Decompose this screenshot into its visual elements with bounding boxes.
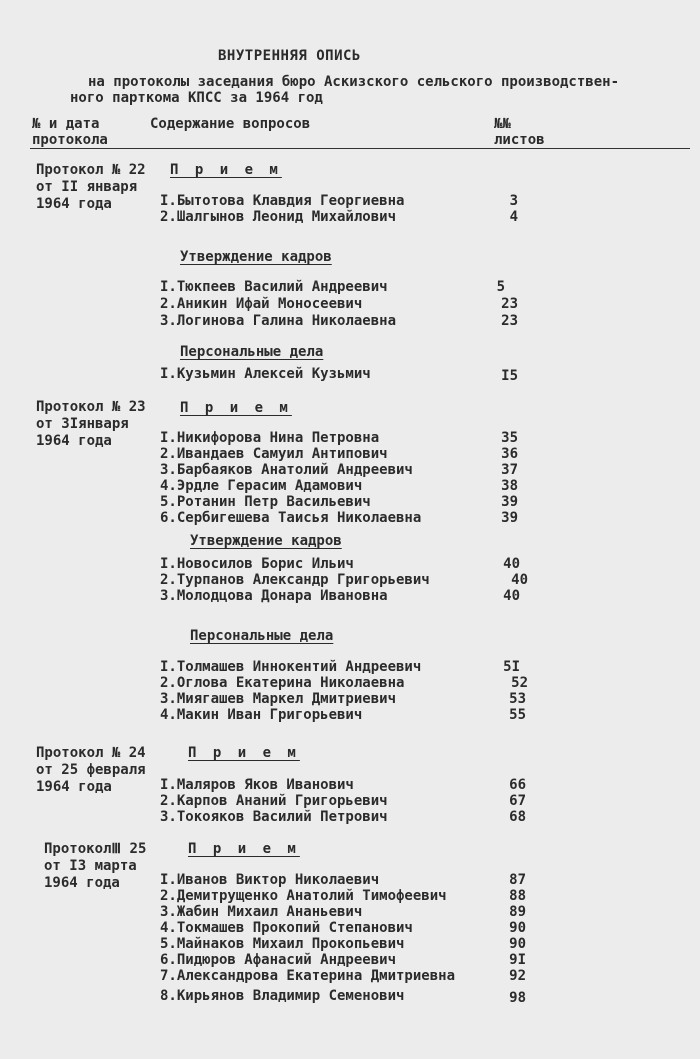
sheet-number: 23 <box>501 313 518 329</box>
list-item: 2.Шалгынов Леонид Михайлович <box>160 209 397 225</box>
sheet-number: 5 <box>496 279 505 295</box>
section-heading: П р и е м <box>188 745 300 761</box>
sheet-number: 36 <box>501 446 518 462</box>
subtitle-line-1: на протоколы заседания бюро Аскизского сельского производствен- <box>88 74 620 90</box>
sheet-number: 52 <box>511 675 528 691</box>
sheet-number: 87 <box>509 872 526 888</box>
list-item: 4.Макин Иван Григорьевич <box>160 707 363 723</box>
sheet-number: 39 <box>501 494 518 510</box>
sheet-number: 88 <box>509 888 526 904</box>
sheet-number: 3 <box>509 193 518 209</box>
protocol-number: ПротоколⅢ 25 <box>44 841 147 857</box>
sheet-number: 23 <box>501 296 518 312</box>
sheet-number: 89 <box>509 904 526 920</box>
sheet-number: 5I <box>503 659 520 675</box>
list-item: 3.Токояков Василий Петрович <box>160 809 388 825</box>
sheet-number: 90 <box>509 920 526 936</box>
list-item: 3.Жабин Михаил Ананьевич <box>160 904 363 920</box>
protocol-label <box>44 841 146 892</box>
list-item: 6.Сербигешева Таисья Николаевна <box>160 510 422 526</box>
list-item: 2.Ивандаев Самуил Антипович <box>160 446 388 462</box>
protocol-number: Протокол № 22 <box>36 162 146 178</box>
section-heading: Персональные дела <box>190 628 334 644</box>
protocol-label <box>36 162 146 213</box>
sheet-number: 40 <box>503 588 520 604</box>
protocol-year: 1964 года <box>36 779 112 795</box>
list-item: 2.Аникин Ифай Моносеевич <box>160 296 363 312</box>
list-item: 3.Молодцова Донара Ивановна <box>160 588 388 604</box>
list-item: 4.Токмашев Прокопий Степанович <box>160 920 413 936</box>
protocol-label <box>36 399 146 450</box>
sheet-number: 92 <box>509 968 526 984</box>
protocol-date: от II января <box>36 179 138 195</box>
sheet-number: 55 <box>509 707 526 723</box>
list-item: I.Толмашев Иннокентий Андреевич <box>160 659 422 675</box>
list-item: I.Бытотова Клавдия Георгиевна <box>160 193 405 209</box>
sheet-number: 67 <box>509 793 526 809</box>
list-item: 3.Логинова Галина Николаевна <box>160 313 397 329</box>
protocol-number: Протокол № 24 <box>36 745 146 761</box>
sheet-number: 53 <box>509 691 526 707</box>
list-item: I.Новосилов Борис Ильич <box>160 556 354 572</box>
protocol-date: от 25 февраля <box>36 762 146 778</box>
sheet-number: 66 <box>509 777 526 793</box>
protocol-date: от I3 марта <box>44 858 137 874</box>
sheet-number: 9I <box>509 952 526 968</box>
sheet-number: 98 <box>509 990 526 1006</box>
list-item: I.Маляров Яков Иванович <box>160 777 354 793</box>
section-heading: П р и е м <box>170 162 282 178</box>
section-heading: П р и е м <box>180 400 292 416</box>
subtitle-line-2: ного парткома КПСС за 1964 год <box>70 90 323 106</box>
list-item: 6.Пидюров Афанасий Андреевич <box>160 952 397 968</box>
column-sheets-line-2: листов <box>494 132 545 148</box>
list-item: I.Никифорова Нина Петровна <box>160 430 380 446</box>
sheet-number: 38 <box>501 478 518 494</box>
sheet-number: 35 <box>501 430 518 446</box>
column-sheets-line-1: №№ <box>494 116 511 132</box>
protocol-year: 1964 года <box>36 196 112 212</box>
section-heading: П р и е м <box>188 841 300 857</box>
section-heading: Утверждение кадров <box>190 533 342 549</box>
list-item: 7.Александрова Екатерина Дмитриевна <box>160 968 456 984</box>
sheet-number: 4 <box>509 209 518 225</box>
list-item: I.Кузьмин Алексей Кузьмич <box>160 366 371 382</box>
list-item: I.Иванов Виктор Николаевич <box>160 872 380 888</box>
list-item: 2.Демитрущенко Анатолий Тимофеевич <box>160 888 447 904</box>
column-protocol-line-1: № и дата <box>32 116 100 132</box>
section-heading: Утверждение кадров <box>180 249 332 265</box>
protocol-label <box>36 745 146 796</box>
column-content-header: Содержание вопросов <box>150 116 311 132</box>
protocol-year: 1964 года <box>36 433 112 449</box>
sheet-number: 40 <box>511 572 528 588</box>
column-protocol-header <box>32 116 108 148</box>
list-item: 8.Кирьянов Владимир Семенович <box>160 988 405 1004</box>
document-title: ВНУТРЕННЯЯ ОПИСЬ <box>218 48 361 64</box>
list-item: 5.Ротанин Петр Васильевич <box>160 494 371 510</box>
list-item: I.Тюкпеев Василий Андреевич <box>160 279 388 295</box>
protocol-number: Протокол № 23 <box>36 399 146 415</box>
list-item: 3.Барбаяков Анатолий Андреевич <box>160 462 413 478</box>
list-item: 2.Карпов Ананий Григорьевич <box>160 793 388 809</box>
column-protocol-line-2: протокола <box>32 132 108 148</box>
column-sheets-header <box>494 116 545 148</box>
list-item: 2.Турпанов Александр Григорьевич <box>160 572 430 588</box>
protocol-year: 1964 года <box>44 875 120 891</box>
header-rule <box>30 148 690 149</box>
sheet-number: 40 <box>503 556 520 572</box>
list-item: 5.Майнаков Михаил Прокопьевич <box>160 936 405 952</box>
section-heading: Персональные дела <box>180 344 324 360</box>
sheet-number: 39 <box>501 510 518 526</box>
sheet-number: 68 <box>509 809 526 825</box>
sheet-number: 37 <box>501 462 518 478</box>
sheet-number: 90 <box>509 936 526 952</box>
list-item: 2.Оглова Екатерина Николаевна <box>160 675 405 691</box>
list-item: 4.Эрдле Герасим Адамович <box>160 478 363 494</box>
list-item: 3.Миягашев Маркел Дмитриевич <box>160 691 397 707</box>
protocol-date: от 3Iянваря <box>36 416 129 432</box>
sheet-number: I5 <box>501 368 518 384</box>
